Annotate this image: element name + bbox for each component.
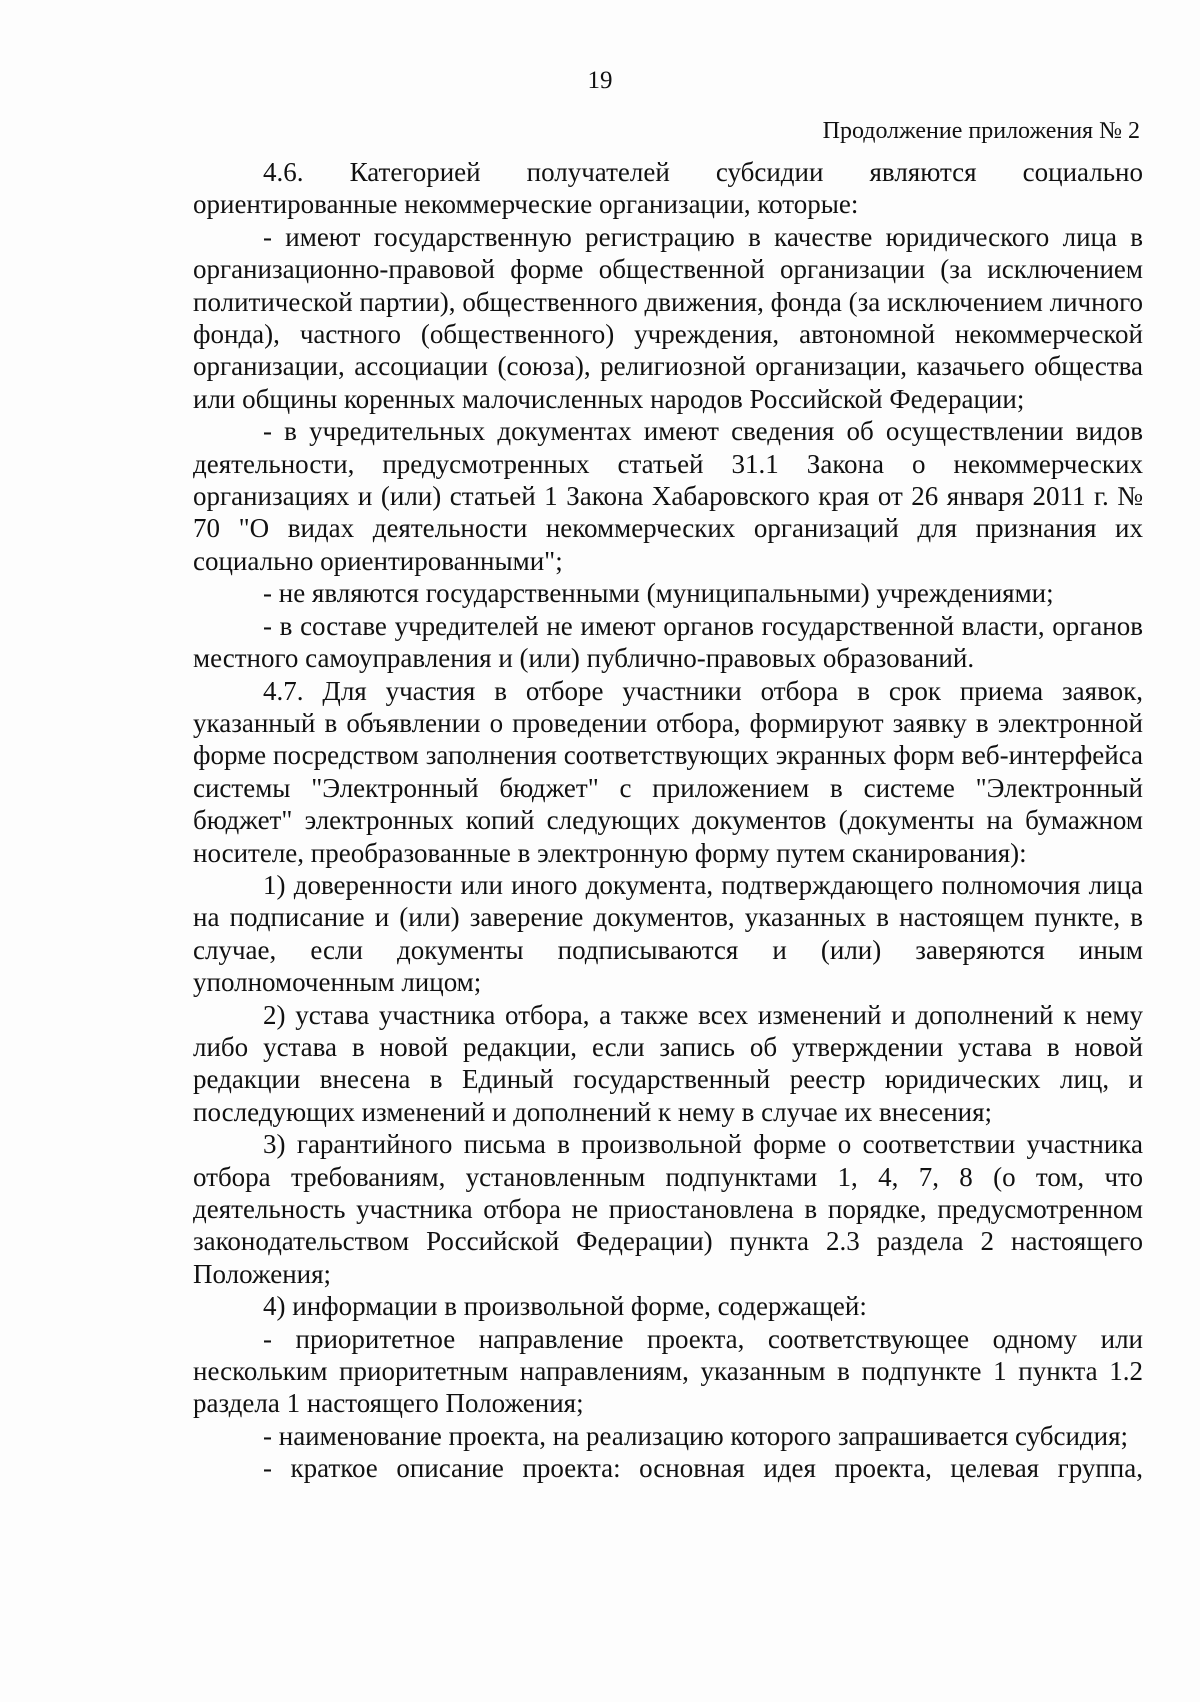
paragraph-project-description: - краткое описание проекта: основная идея проекта, целевая группа, bbox=[263, 1453, 1143, 1484]
paragraph-item-1: 1) доверенности или иного документа, подтверждающего полномочия лица на подписание и (или) заверение документов, указанных в настоящем пункте, в случае, если документы подписываются и (или) заверяются иным уполномоченным лицом; bbox=[193, 869, 1143, 998]
paragraph-item-2: 2) устава участника отбора, а также всех изменений и дополнений к нему либо устава в новой редакции, если запись об утверждении устава в новой редакции внесена в Единый государственный реестр юридических лиц, и последующих изменений и дополнений к нему в случае их внесения; bbox=[193, 999, 1143, 1127]
paragraph-priority-direction: - приоритетное направление проекта, соответствующее одному или нескольким приоритетным направлениям, указанным в подпункте 1 пункта 1.2 раздела 1 настоящего Положения; bbox=[193, 1323, 1143, 1419]
paragraph-project-name: - наименование проекта, на реализацию которого запрашивается субсидия; bbox=[263, 1420, 1129, 1451]
paragraph-item-3: 3) гарантийного письма в произвольной форме о соответствии участника отбора требованиям, установленным подпунктами 1, 4, 7, 8 (о том, что деятельность участника отбора не приостановлена в порядке, предусмотренном законодательством Российской Федерации) пункта 2.3 раздела 2 настоящего Положения; bbox=[193, 1129, 1143, 1289]
paragraph-item-4: 4) информации в произвольной форме, содержащей: bbox=[263, 1291, 867, 1322]
paragraph-founders: - в составе учредителей не имеют органов государственной власти, органов местного самоуправления и (или) публично-правовых образований. bbox=[193, 610, 1143, 674]
paragraph-4-7: 4.7. Для участия в отборе участники отбора в срок приема заявок, указанный в объявлении о проведении отбора, формируют заявку в электронной форме посредством заполнения соответствующих экранных форм веб-интерфейса системы "Электронный бюджет" с приложением в системе "Электронный бюджет" электронных копий следующих документов (документы на бумажном носителе, преобразованные в электронную форму путем сканирования): bbox=[193, 675, 1143, 868]
paragraph-4-6: 4.6. Категорией получателей субсидии являются социально ориентированные некоммерческие организации, которые: bbox=[193, 157, 1143, 220]
paragraph-founding-documents: - в учредительных документах имеют сведения об осуществлении видов деятельности, предусмотренных статьей 31.1 Закона о некоммерческих организациях и (или) статьей 1 Закона Хабаровского края от 26 января 2011 г. № 70 "О видах деятельности некоммерческих организаций для признания их социально ориентированными"; bbox=[193, 416, 1143, 576]
page-number: 19 bbox=[587, 67, 613, 94]
appendix-label: Продолжение приложения № 2 bbox=[822, 118, 1140, 144]
paragraph-not-state-institutions: - не являются государственными (муниципальными) учреждениями; bbox=[263, 578, 1054, 609]
paragraph-registration: - имеют государственную регистрацию в качестве юридического лица в организационно-правовой форме общественной организации (за исключением политической партии), общественного движения, фонда (за исключением личного фонда), частного (общественного) учреждения, автономной некоммерческой организации, ассоциации (союза), религиозной организации, казачьего общества или общины коренных малочисленных народов Российской Федерации; bbox=[193, 221, 1143, 414]
document-body bbox=[193, 156, 1143, 1485]
